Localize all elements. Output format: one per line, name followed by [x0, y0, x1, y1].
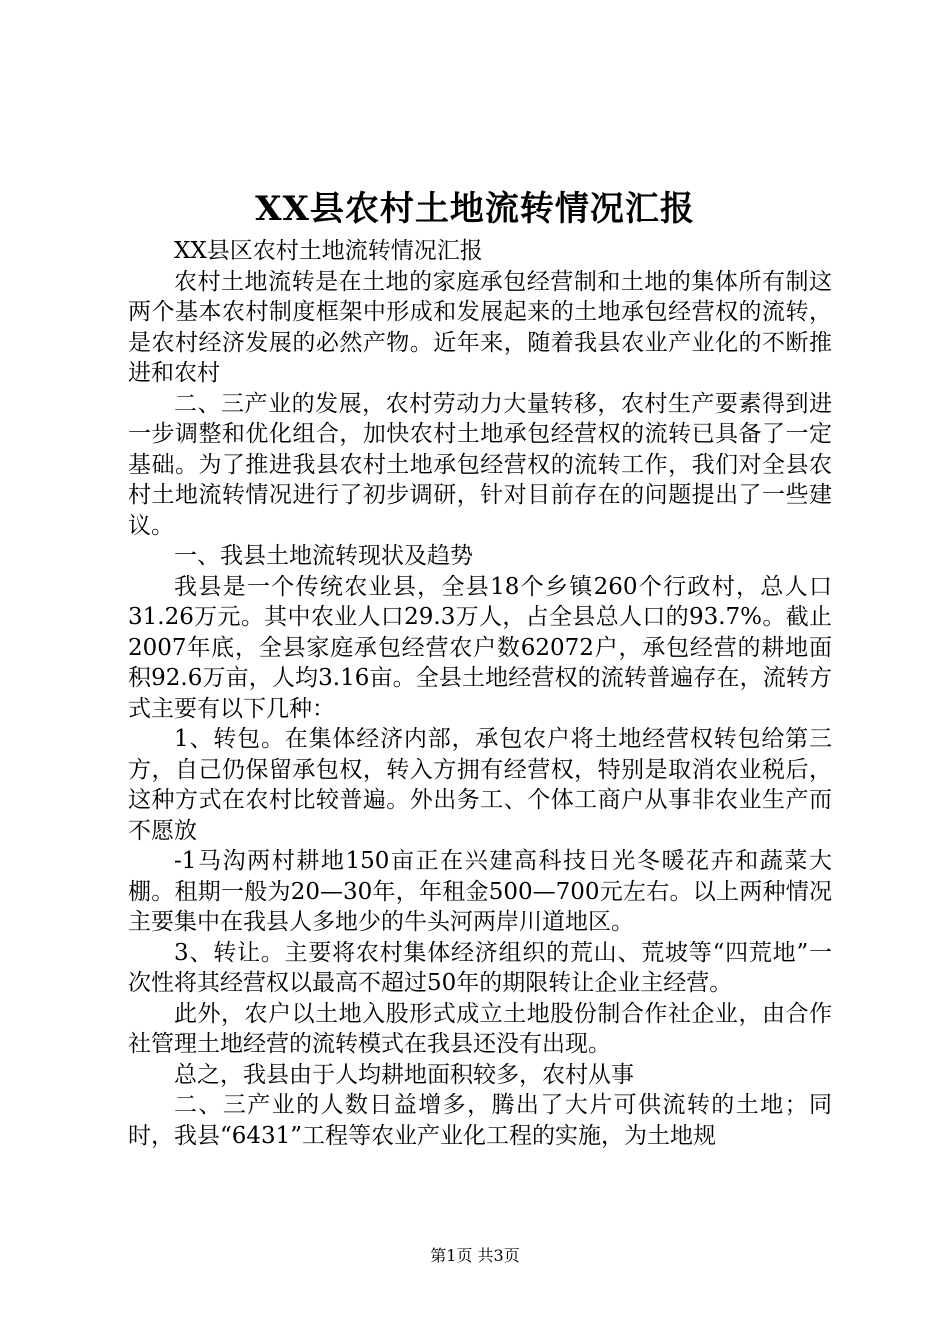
paragraph: 我县是一个传统农业县，全县18个乡镇260个行政村，总人口31.26万元。其中农业人口29.3万人，占全县总人口的93.7%。截止2007年底，全县家庭承包经营农户数62072户，承包经营的耕地面积92.6万亩，人均3.16亩。全县土地经营权的流转普遍存在，流转方式主要有以下几种：: [128, 573, 832, 722]
paragraph: 总之，我县由于人均耕地面积较多，农村从事: [174, 1061, 634, 1088]
paragraph: 农村土地流转是在土地的家庭承包经营制和土地的集体所有制这两个基本农村制度框架中形成和发展起来的土地承包经营权的流转，是农村经济发展的必然产物。近年来，随着我县农业产业化的不断推进和农村: [128, 268, 832, 386]
paragraph: -1马沟两村耕地150亩正在兴建高科技日光冬暖花卉和蔬菜大棚。租期一般为20—30年，年租金500—700元左右。以上两种情况主要集中在我县人多地少的牛头河两岸川道地区。: [128, 848, 832, 935]
page-footer: 第1页 共3页: [430, 1246, 520, 1265]
paragraph-subtitle: XX县区农村土地流转情况汇报: [174, 238, 483, 264]
document-body: [128, 236, 832, 1151]
paragraph: 二、三产业的人数日益增多，腾出了大片可供流转的土地；同时，我县“6431”工程等农业产业化工程的实施，为土地规: [128, 1092, 832, 1149]
paragraph: 二、三产业的发展，农村劳动力大量转移，农村生产要素得到进一步调整和优化组合，加快农村土地承包经营权的流转已具备了一定基础。为了推进我县农村土地承包经营权的流转工作，我们对全县农村土地流转情况进行了初步调研，针对目前存在的问题提出了一些建议。: [128, 390, 832, 539]
paragraph: 3、转让。主要将农村集体经济组织的荒山、荒坡等“四荒地”一次性将其经营权以最高不超过50年的期限转让企业主经营。: [128, 939, 832, 996]
paragraph: 1、转包。在集体经济内部，承包农户将土地经营权转包给第三方，自己仍保留承包权，转入方拥有经营权，特别是取消农业税后，这种方式在农村比较普遍。外出务工、个体工商户从事非农业生产而不愿放: [128, 726, 832, 844]
paragraph: 此外，农户以土地入股形式成立土地股份制合作社企业，由合作社管理土地经营的流转模式在我县还没有出现。: [128, 1000, 832, 1057]
document-title: XX县农村土地流转情况汇报: [255, 189, 695, 229]
section-heading: 一、我县土地流转现状及趋势: [174, 543, 473, 569]
